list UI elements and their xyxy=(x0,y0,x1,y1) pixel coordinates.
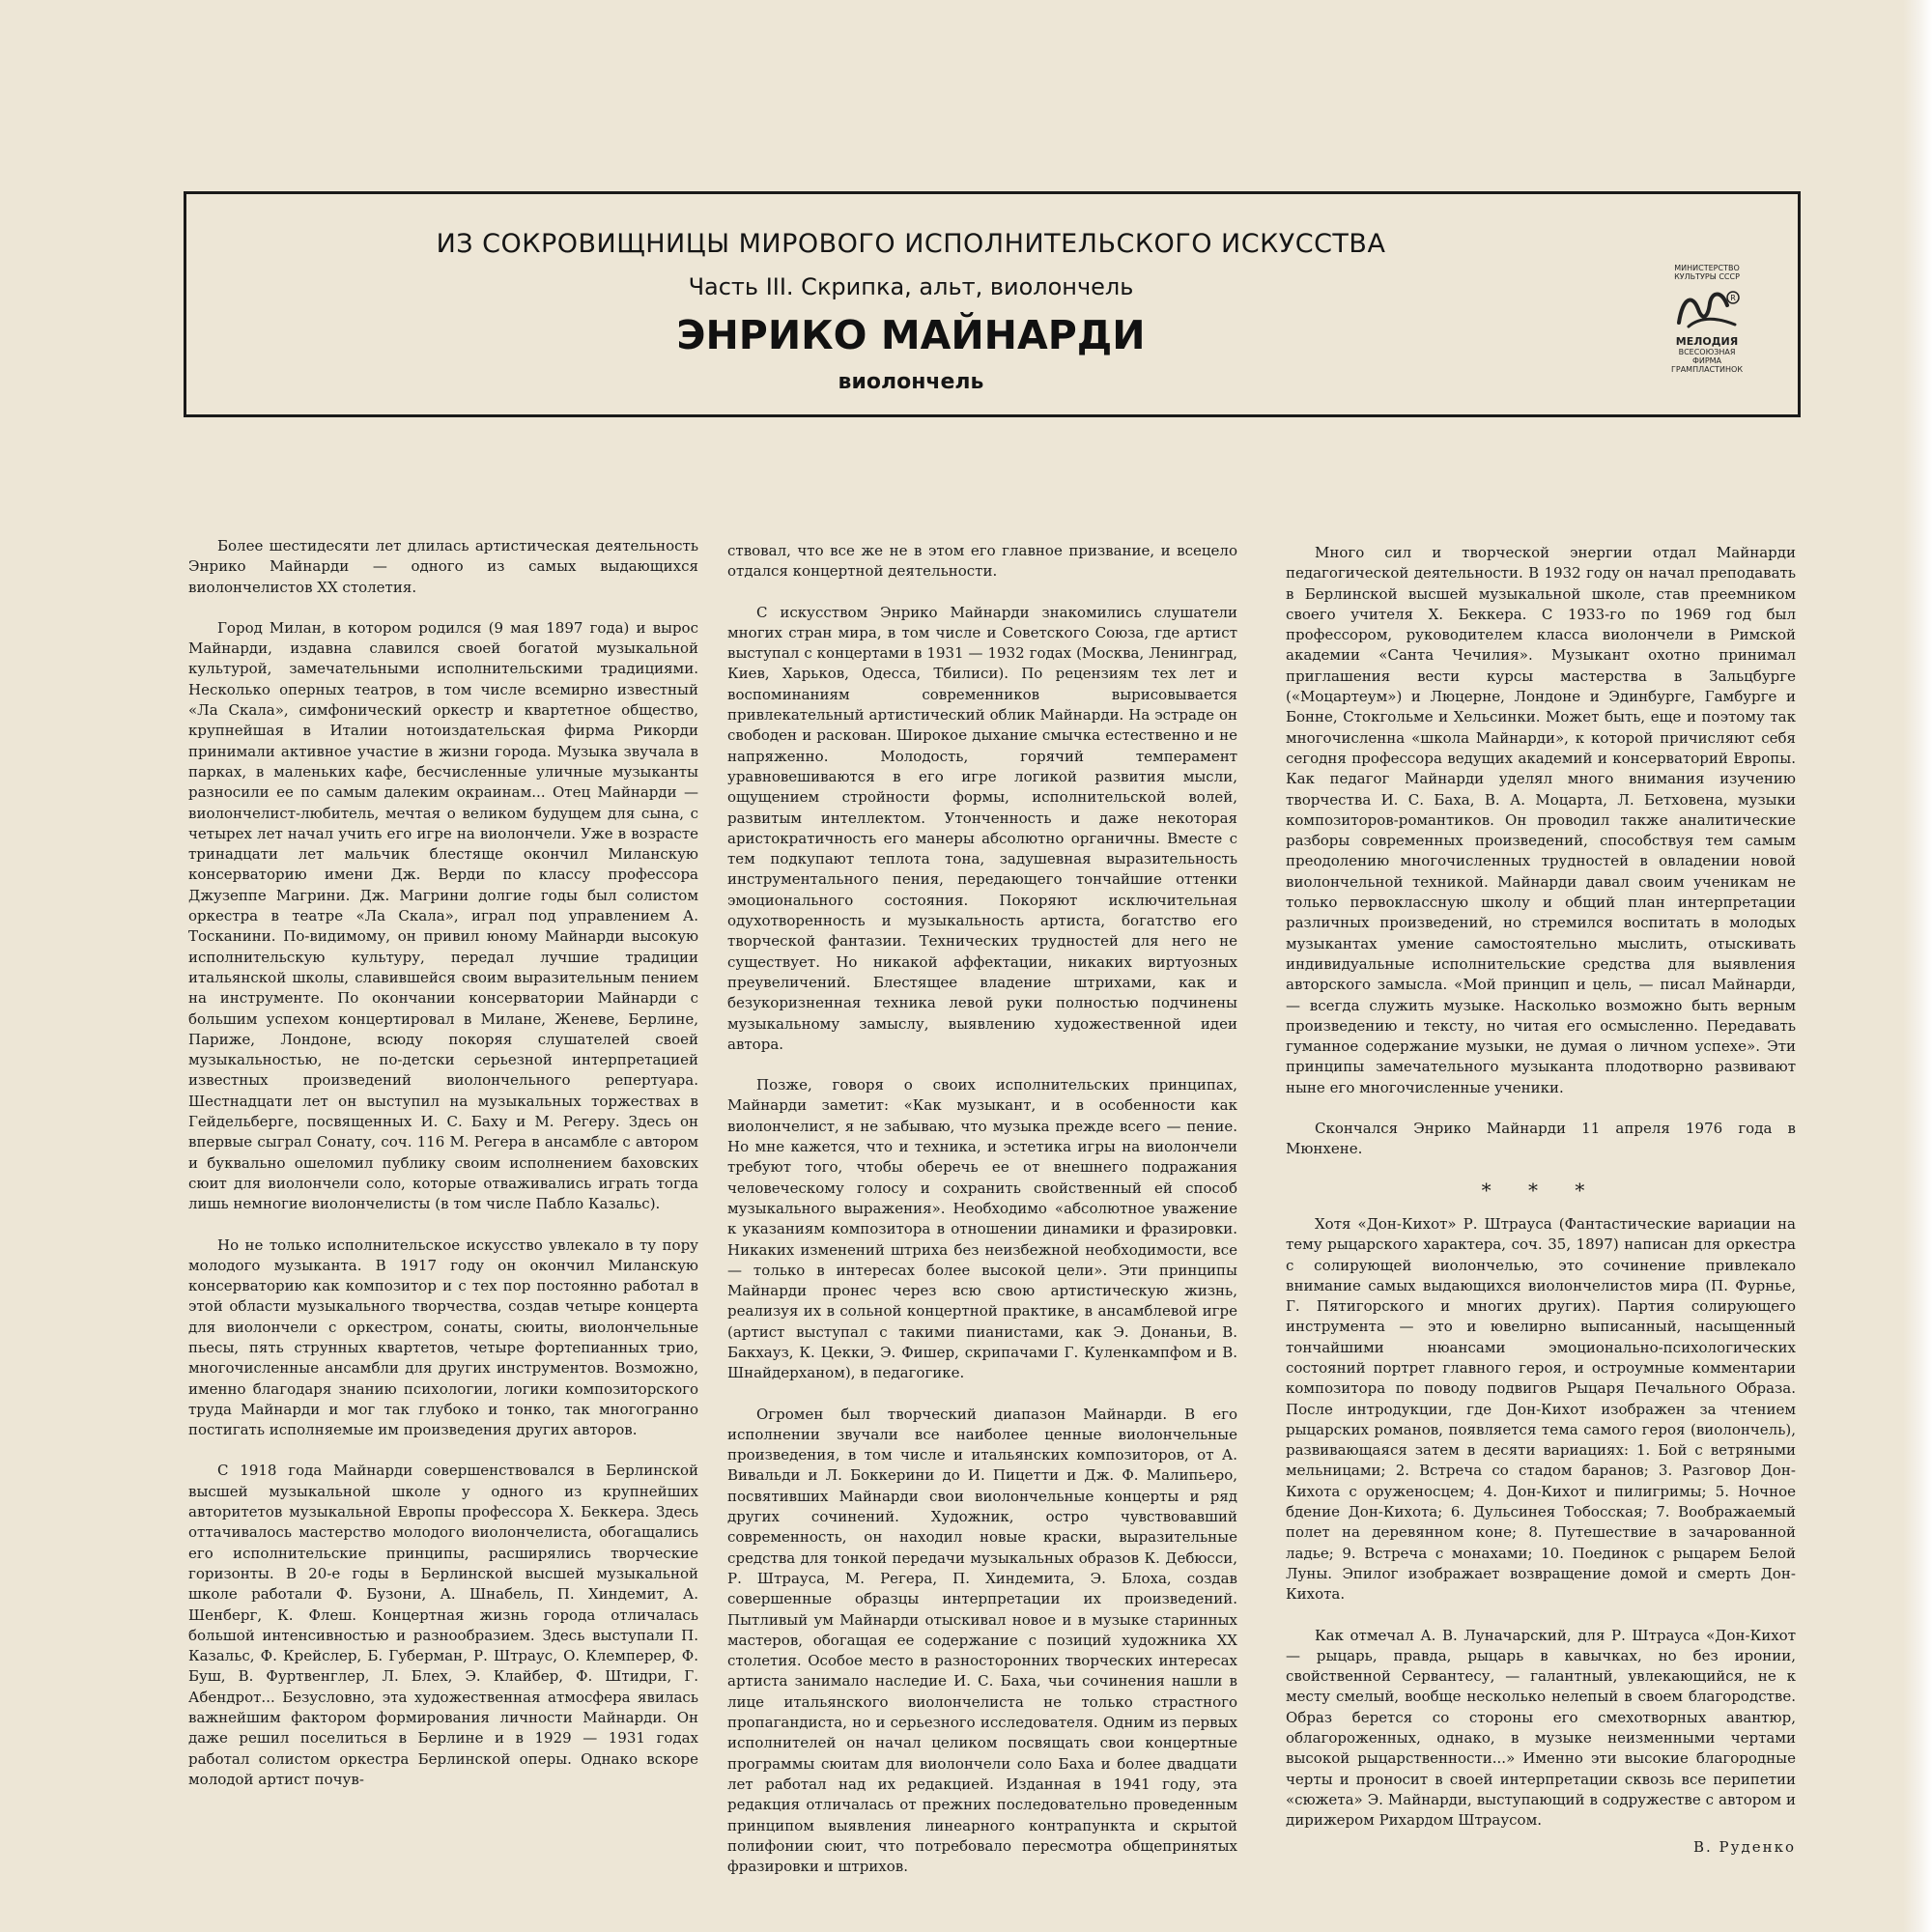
paragraph: Огромен был творческий диапазон Майнарди. В его исполнении звучали все наиболее ценные виолончельные произведения, в том числе и итальянских композиторов, от А. Вивальди и Л. Боккерини до И. Пицетти и Дж. Ф. Малипьеро, посвятивших Майнарди свои виолончельные концерты и ряд других сочинений. Художник, остро чувствовавший современность, он находил новые краски, выразительные средства для тонкой передачи музыкальных образов К. Дебюсси, Р. Штрауса, М. Регера, П. Хиндемита, Э. Блоха, создав совершенные образцы интерпретации их произведений. Пытливый ум Майнарди отыскивал новое и в музыке старинных мастеров, обогащая ее содержание с позиций художника XX столетия. Особое место в разносторонних творческих интересах артиста занимало наследие И. С. Баха, чьи сочинения нашли в лице итальянского виолончелиста не только страстного пропагандиста, но и серьезного исследователя. Одним из первых исполнителей он начал целиком посвящать свои концертные программы сюитам для виолончели соло Баха и более двадцати лет работал над их редакцией. Изданная в 1941 году, эта редакция отличалась от прежних последовательно проведенным принципом выявления линеарного контрапункта и скрытой полифонии сюит, что потребовало пересмотра общепринятых фразировки и штрихов. xyxy=(727,1405,1237,1876)
logo-bottom-text-2: ФИРМА xyxy=(1691,356,1722,365)
logo-bottom-text-3: ГРАМПЛАСТИНОК xyxy=(1670,365,1744,374)
author-signature: В. Руденко xyxy=(1693,1837,1796,1856)
logo-bottom-text-1: ВСЕСОЮЗНАЯ xyxy=(1678,348,1736,356)
paragraph: ствовал, что все же не в этом его главное призвание, и всецело отдался концертной деятельности. xyxy=(727,542,1237,581)
paragraph: Город Милан, в котором родился (9 мая 1897 года) и вырос Майнарди, издавна славился своей богатой музыкальной культурой, замечательными исполнительскими традициями. Несколько оперных театров, в том числе всемирно известный «Ла Скала», симфонический оркестр и квартетное общество, крупнейшая в Италии нотоиздательская фирма Рикорди принимали активное участие в жизни города. Музыка звучала в парках, в маленьких кафе, бесчисленные уличные музыканты разносили ее по самым далеким окраинам... Отец Майнарди — виолончелист-любитель, мечтая о великом будущем для сына, с четырех лет начал учить его игре на виолончели. Уже в возрасте тринадцати лет мальчик блестяще окончил Миланскую консерваторию имени Дж. Верди по классу профессора Джузеппе Магрини. Дж. Магрини долгие годы был солистом оркестра в театре «Ла Скала», играл под управлением А. Тосканини. По-видимому, он привил юному Майнарди высокую исполнительскую культуру, передал лучшие традиции итальянской школы, славившейся своим выразительным пением на инструменте. По окончании консерватории Майнарди с большим успехом концертировал в Милане, Женеве, Берлине, Париже, Лондоне, всюду покоряя слушателей своей музыкальностью, не по-детски серьезной интерпретацией известных произведений виолончельного репертуара. Шестнадцати лет он выступил на музыкальных торжествах в Гейдельберге, посвященных И. С. Баху и М. Регеру. Здесь он впервые сыграл Сонату, соч. 116 М. Регера в ансамбле с автором и буквально ошеломил публику своим исполнением баховских сюит для виолончели соло, которые отваживались играть тогда лишь немногие виолончелисты (в том числе Пабло Казальс). xyxy=(188,618,698,1213)
paragraph: Но не только исполнительское искусство увлекало в ту пору молодого музыканта. В 1917 году он окончил Миланскую консерваторию как композитор и с тех пор постоянно работал в этой области музыкального творчества, создав четыре концерта для виолончели с оркестром, сонаты, сюиты, виолончельные пьесы, пять струнных квартетов, четыре фортепианных трио, многочисленные ансамбли для других инструментов. Возможно, именно благодаря знанию психологии, логики композиторского труда Майнарди и мог так глубоко и тонко, так многогранно постигать исполняемые им произведения других авторов. xyxy=(188,1236,698,1439)
melodiya-logo-icon xyxy=(1671,284,1743,334)
series-title: ИЗ СОКРОВИЩНИЦЫ МИРОВОГО ИСПОЛНИТЕЛЬСКОГО ИСКУССТВА xyxy=(436,229,1386,259)
title-box xyxy=(184,191,1801,417)
page-edge xyxy=(1903,0,1932,1932)
part-title: Часть III. Скрипка, альт, виолончель xyxy=(688,273,1134,300)
paragraph: С 1918 года Майнарди совершенствовался в Берлинской высшей музыкальной школе у одного из крупнейших авторитетов музыкальной Европы профессора Х. Беккера. Здесь оттачивалось мастерство молодого виолончелиста, обогащались его исполнительские принципы, расширялись творческие горизонты. В 20-е годы в Берлинской высшей музыкальной школе работали Ф. Бузони, А. Шнабель, П. Хиндемит, А. Шенберг, К. Флеш. Концертная жизнь города отличалась большой интенсивностью и разнообразием. Здесь выступали П. Казальс, Ф. Крейслер, Б. Губерман, Р. Штраус, О. Клемперер, Ф. Буш, В. Фуртвенглер, Л. Блех, Э. Клайбер, Ф. Штидри, Г. Абендрот... Безусловно, эта художественная атмосфера явилась важнейшим фактором формирования личности Майнарди. Он даже решил поселиться в Берлине и в 1929 — 1931 годах работал солистом оркестра Берлинской оперы. Однако вскоре молодой артист почув- xyxy=(188,1462,698,1788)
paragraph: Много сил и творческой энергии отдал Майнарди педагогической деятельности. В 1932 году он начал преподавать в Берлинской высшей музыкальной школе, став преемником своего учителя Х. Беккера. С 1933-го по 1969 год был профессором, руководителем класса виолончели в Римской академии «Санта Чечилия». Музыкант охотно принимал приглашения вести курсы мастерства в Зальцбурге («Моцартеум») и Люцерне, Лондоне и Эдинбурге, Гамбурге и Бонне, Стокгольме и Хельсинки. Может быть, еще и поэтому так многочисленна «школа Майнарди», к которой причисляют себя сегодня профессора ведущих академий и консерваторий Европы. Как педагог Майнарди уделял много внимания изучению творчества И. С. Баха, В. А. Моцарта, Л. Бетховена, музыки композиторов-романтиков. Он проводил также аналитические разборы современных произведений, способствуя тем самым преодолению многочисленных трудностей в овладении новой виолончельной техникой. Майнарди давал своим ученикам не только первоклассную школу и общий план интерпретации различных произведений, но стремился воспитать в молодых музыкантах умение самостоятельно мыслить, отыскивать индивидуальные исполнительские средства для выявления авторского замысла. «Мой принцип и цель, — писал Майнарди, — всегда служить музыке. Насколько возможно быть верным произведению и тексту, но читая его осмысленно. Передавать гуманное содержание музыки, не думая о личном успехе». Эти принципы замечательного музыканта плодотворно развивают ныне его многочисленные ученики. xyxy=(1286,544,1796,1096)
logo-brand: МЕЛОДИЯ xyxy=(1675,335,1739,348)
svg-text:R: R xyxy=(1730,294,1736,302)
paragraph: Хотя «Дон-Кихот» Р. Штрауса (Фантастические вариации на тему рыцарского характера, соч. 35, 1897) написан для оркестра с солирующей виолончелью, это сочинение привлекало внимание самых выдающихся виолончелистов мира (П. Фурнье, Г. Пятигорского и многих других). Партия солирующего инструмента — это и ювелирно выписанный, насыщенный тончайшими нюансами эмоционально-психологических состояний портрет главного героя, и остроумные комментарии композитора по поводу подвигов Рыцаря Печального Образа. После интродукции, где Дон-Кихот изображен за чтением рыцарских романов, появляется тема самого героя (виолончель), развивающаяся затем в десяти вариациях: 1. Бой с ветряными мельницами; 2. Встреча со стадом баранов; 3. Разговор Дон-Кихота с оруженосцем; 4. Дон-Кихот и пилигримы; 5. Ночное бдение Дон-Кихота; 6. Дульсинея Тобосская; 7. Воображаемый полет на деревянном коне; 8. Путешествие в зачарованной ладье; 9. Встреча с монахами; 10. Поединок с рыцарем Белой Луны. Эпилог изображает возвращение домой и смерть Дон-Кихота. xyxy=(1286,1214,1796,1604)
paragraph: Скончался Энрико Майнарди 11 апреля 1976 года в Мюнхене. xyxy=(1286,1120,1796,1158)
instrument-label: виолончель xyxy=(838,370,984,394)
text-column-1 xyxy=(188,536,698,1790)
paragraph: Как отмечал А. В. Луначарский, для Р. Штрауса «Дон-Кихот — рыцарь, правда, рыцарь в кавычках, но без иронии, свойственной Сервантесу, — галантный, увлекающийся, не к месту смелый, вообще несколько нелепый в своем благородстве. Образ берется со стороны его смехотворных авантюр, облагороженных, однако, в музыке неизменными чертами высокой рыцарственности...» Именно эти высокие благородные черты и проносит в своей интерпретации сквозь все перипетии «сюжета» Э. Майнарди, выступающий в содружестве с автором и дирижером Рихардом Штраусом. xyxy=(1286,1626,1796,1830)
logo-top-text-2: КУЛЬТУРЫ СССР xyxy=(1674,272,1740,281)
paragraph: Более шестидесяти лет длилась артистическая деятельность Энрико Майнарди — одного из самых выдающихся виолончелистов XX столетия. xyxy=(188,537,698,596)
text-column-2 xyxy=(727,541,1237,1877)
artist-name: ЭНРИКО МАЙНАРДИ xyxy=(676,312,1146,358)
paragraph: Позже, говоря о своих исполнительских принципах, Майнарди заметит: «Как музыкант, и в особенности как виолончелист, я не забываю, что музыка прежде всего — пение. Но мне кажется, что и техника, и эстетика игры на виолончели требуют того, чтобы оберечь ее от внешнего подражания человеческому голосу и сохранить свойственный ей способ музыкального выражения». Необходимо «абсолютное уважение к указаниям композитора в отношении динамики и фразировки. Никаких изменений штриха без неизбежной необходимости, все — только в интересах более высокой цели». Эти принципы Майнарди пронес через всю свою артистическую жизнь, реализуя их в сольной концертной практике, в ансамблевой игре (артист выступал с такими пианистами, как Э. Донаньи, В. Бакхауз, К. Цекки, Э. Фишер, скрипачами Г. Куленкампфом и В. Шнайдерханом), в педагогике. xyxy=(727,1076,1237,1382)
melodiya-logo xyxy=(1661,264,1753,387)
text-column-3 xyxy=(1286,543,1796,1858)
logo-top-text-1: МИНИСТЕРСТВО xyxy=(1674,264,1740,272)
section-divider: * * * xyxy=(1481,1178,1601,1202)
paragraph: С искусством Энрико Майнарди знакомились слушатели многих стран мира, в том числе и Советского Союза, где артист выступал с концертами в 1931 — 1932 годах (Москва, Ленинград, Киев, Харьков, Одесса, Тбилиси). По рецензиям тех лет и воспоминаниям современников вырисовывается привлекательный артистический облик Майнарди. На эстраде он свободен и раскован. Широкое дыхание смычка естественно и не напряженно. Молодость, горячий темперамент уравновешиваются в его игре логикой развития мысли, ощущением стройности формы, исполнительской волей, развитым интеллектом. Утонченность и даже некоторая аристократичность его манеры абсолютно органичны. Вместе с тем подкупают теплота тона, задушевная выразительность инструментального пения, передающего тончайшие оттенки эмоционального состояния. Покоряют исключительная одухотворенность и музыкальность артиста, богатство его творческой фантазии. Технических трудностей для него не существует. Но никакой аффектации, никаких виртуозных преувеличений. Блестящее владение штрихами, как и безукоризненная техника левой руки полностью подчинены музыкальному замыслу, выявлению художественной идеи автора. xyxy=(727,603,1237,1053)
